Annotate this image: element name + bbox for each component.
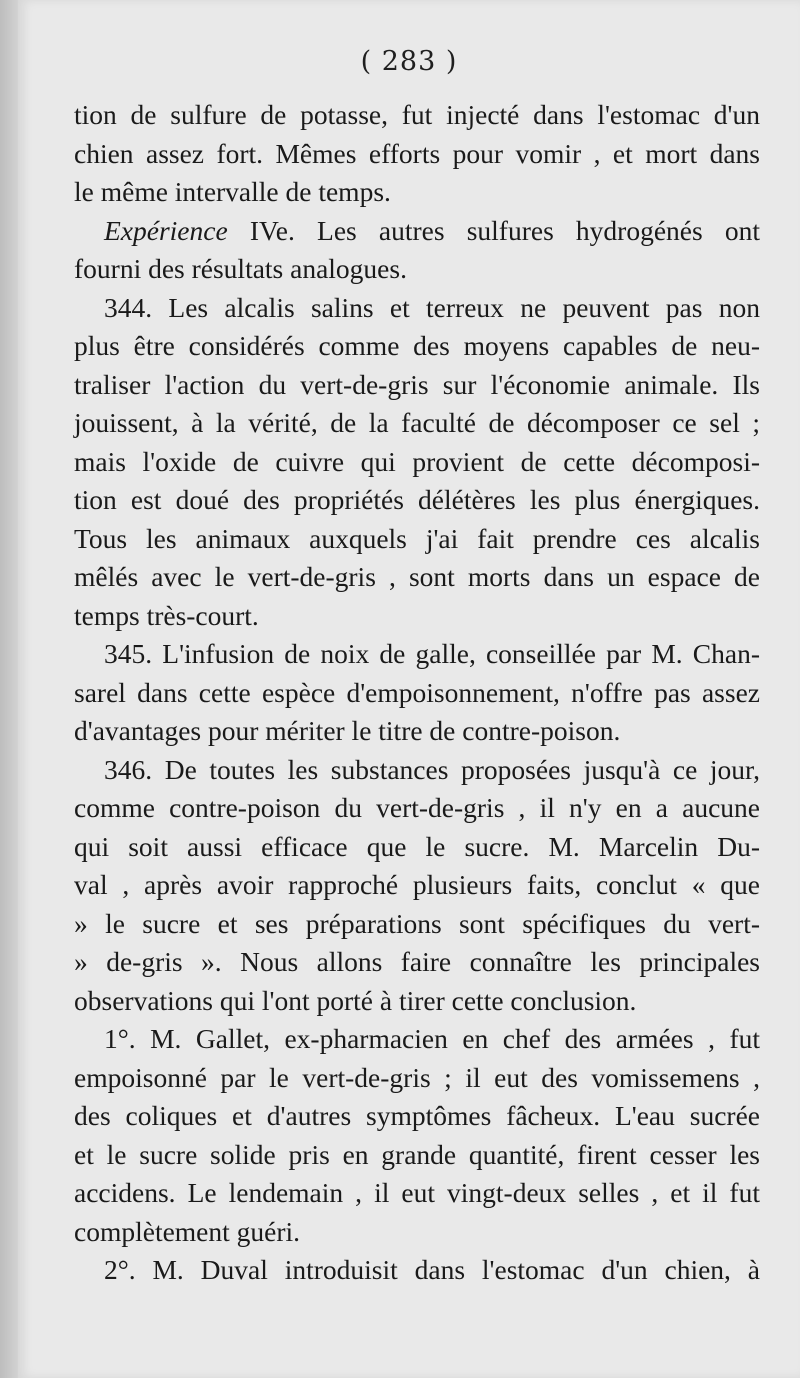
line-text: plus être considérés comme des moyens capables de neu- — [74, 330, 760, 361]
line-text: mêlés avec le vert-de-gris , sont morts dans un espace de — [74, 561, 760, 592]
line-text: IVe. Les autres sulfures hydrogénés ont — [227, 214, 760, 246]
text-line — [74, 366, 760, 405]
line-text: 344. Les alcalis salins et terreux ne peuvent pas non — [104, 291, 760, 323]
line-text: chien assez fort. Mêmes efforts pour vomir , et mort dans — [74, 137, 760, 169]
line-text: sarel dans cette espèce d'empoisonnement, n'offre pas assez — [74, 676, 760, 708]
line-text: qui soit aussi efficace que le sucre. M. Marcelin Du- — [74, 830, 760, 862]
text-line — [74, 173, 760, 212]
line-text: 345. L'infusion de noix de galle, conseillée par M. Chan- — [104, 638, 760, 669]
text-line — [74, 520, 760, 559]
line-text: observations qui l'ont porté à tirer cette conclusion. — [74, 984, 637, 1016]
line-text: des coliques et d'autres symptômes fâcheux. L'eau sucrée — [74, 1100, 760, 1131]
text-line — [74, 1136, 760, 1175]
line-text: d'avantages pour mériter le titre de contre-poison. — [74, 715, 621, 746]
line-text: comme contre-poison du vert-de-gris , il n'y en a aucune — [74, 792, 760, 823]
text-line — [74, 943, 760, 982]
text-line — [74, 1097, 760, 1136]
text-line — [74, 674, 760, 713]
line-text: fourni des résultats analogues. — [74, 253, 407, 284]
line-text: et le sucre solide pris en grande quantité, firent cesser les — [74, 1138, 760, 1170]
text-line — [74, 712, 760, 751]
book-page — [18, 0, 800, 1378]
text-line — [74, 1059, 760, 1098]
line-text: Tous les animaux auxquels j'ai fait prendre ces alcalis — [74, 522, 760, 554]
text-line — [74, 982, 760, 1021]
line-text: tion est doué des propriétés délétères les plus énergiques. — [74, 484, 760, 515]
line-text: tion de sulfure de potasse, fut injecté dans l'estomac d'un — [74, 99, 760, 130]
text-line — [74, 635, 760, 674]
text-line — [74, 558, 760, 597]
text-line — [74, 327, 760, 366]
text-line — [74, 289, 760, 328]
line-text: le même intervalle de temps. — [74, 176, 391, 207]
text-line — [74, 481, 760, 520]
text-line — [74, 866, 760, 905]
text-line — [74, 443, 760, 482]
text-line — [74, 751, 760, 790]
text-line — [74, 1251, 760, 1290]
line-text: traliser l'action du vert-de-gris sur l'économie animale. Ils — [74, 368, 760, 400]
text-line — [74, 135, 760, 174]
line-text: » le sucre et ses préparations sont spécifiques du vert- — [74, 907, 760, 939]
italic-term: Expérience — [104, 214, 228, 246]
text-line — [74, 828, 760, 867]
text-line — [74, 1174, 760, 1213]
line-text: 346. De toutes les substances proposées jusqu'à ce jour, — [104, 753, 760, 785]
line-text: accidens. Le lendemain , il eut vingt-deux selles , et il fut — [74, 1177, 760, 1208]
text-line — [74, 789, 760, 828]
line-text: val , après avoir rapproché plusieurs faits, conclut « que — [74, 869, 760, 900]
line-text: empoisonné par le vert-de-gris ; il eut des vomissemens , — [74, 1061, 760, 1093]
text-line — [74, 597, 760, 636]
line-text: 1°. M. Gallet, ex-pharmacien en chef des armées , fut — [104, 1023, 760, 1054]
text-line — [74, 96, 760, 135]
text-line — [74, 1213, 760, 1252]
line-text: complètement guéri. — [74, 1215, 301, 1247]
page-body-text — [74, 96, 760, 1290]
text-line — [74, 404, 760, 443]
line-text: mais l'oxide de cuivre qui provient de cette décomposi- — [74, 445, 760, 477]
text-line — [74, 1020, 760, 1059]
text-line — [74, 905, 760, 944]
line-text: 2°. M. Duval introduisit dans l'estomac d'un chien, à — [104, 1254, 760, 1285]
line-text: » de-gris ». Nous allons faire connaître les principales — [74, 946, 760, 977]
line-text: temps très-court. — [74, 599, 259, 631]
page-gutter — [0, 0, 18, 1378]
page-number: ( 283 ) — [360, 46, 458, 77]
text-line — [74, 250, 760, 289]
line-text: jouissent, à la vérité, de la faculté de décomposer ce sel ; — [74, 407, 760, 438]
text-line — [74, 212, 760, 251]
